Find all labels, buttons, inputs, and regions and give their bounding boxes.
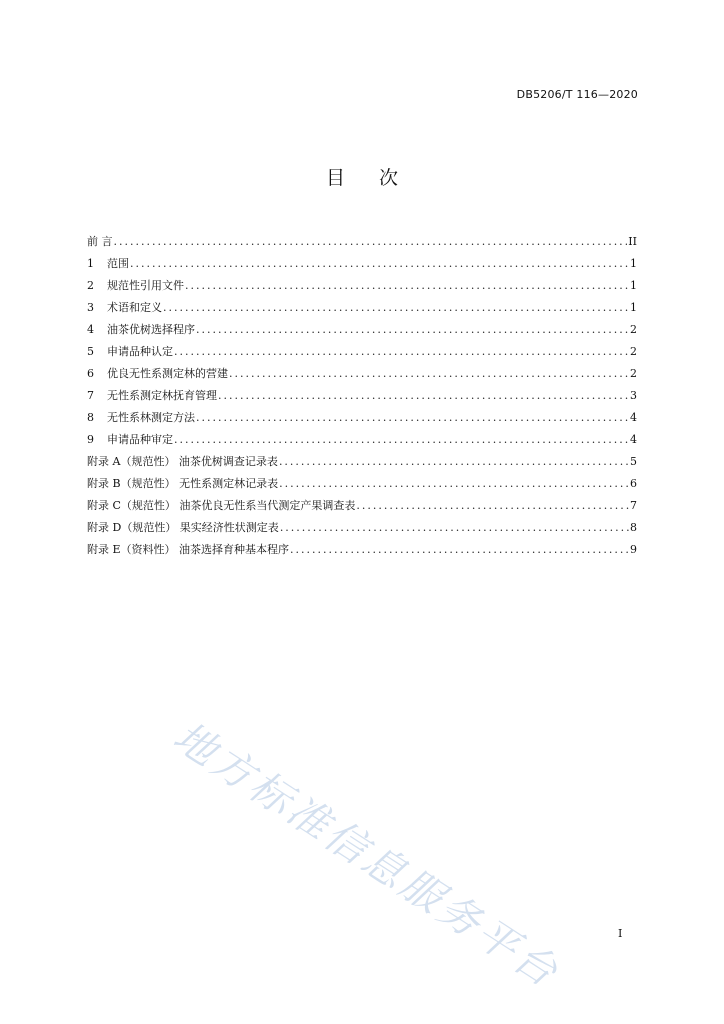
toc-entry-number: 3 [87,301,94,314]
toc-leader-dots [356,495,629,517]
toc-entry-label: 规范性引用文件 [107,279,184,292]
toc-leader-dots [279,473,629,495]
toc-entry-label: 附录 A（规范性） 油茶优树调查记录表 [87,455,278,468]
toc-leader-dots [174,429,629,451]
toc-entry-appendix-e[interactable] [87,539,637,561]
toc-entry-number: 7 [87,389,94,402]
toc-entry-label: 附录 B（规范性） 无性系测定林记录表 [87,477,279,490]
toc-entry-1[interactable] [87,253,637,275]
toc-entry-3[interactable] [87,297,637,319]
toc-entry-page: 8 [630,521,637,534]
toc-entry-4[interactable] [87,319,637,341]
toc-entry-page: 3 [630,389,637,402]
toc-entry-page: 5 [630,455,637,468]
toc-entry-label: 无性系林测定方法 [107,411,195,424]
toc-entry-label: 术语和定义 [107,301,162,314]
toc-entry-label: 附录 E（资料性） 油茶选择育种基本程序 [87,543,290,556]
toc-entry-page: 7 [630,499,637,512]
toc-leader-dots [114,231,628,253]
toc-leader-dots [185,275,629,297]
toc-entry-page: 2 [630,323,637,336]
toc-entry-appendix-a[interactable] [87,451,637,473]
toc-entry-7[interactable] [87,385,637,407]
toc-leader-dots [130,253,629,275]
toc-entry-number: 2 [87,279,94,292]
toc-leader-dots [174,341,629,363]
toc-entry-appendix-c[interactable] [87,495,637,517]
toc-leader-dots [229,363,629,385]
toc-entry-label: 附录 C（规范性） 油茶优良无性系当代测定产果调查表 [87,499,356,512]
toc-entry-page: 2 [630,367,637,380]
toc-entry-number: 8 [87,411,94,424]
toc-entry-number: 1 [87,257,94,270]
toc-entry-foreword[interactable] [87,231,637,253]
toc-entry-2[interactable] [87,275,637,297]
toc-entry-appendix-d[interactable] [87,517,637,539]
toc-entry-label: 无性系测定林抚育管理 [107,389,217,402]
table-of-contents [87,231,637,561]
toc-entry-page: 1 [630,257,637,270]
toc-entry-6[interactable] [87,363,637,385]
toc-entry-number: 9 [87,433,94,446]
toc-leader-dots [163,297,629,319]
page-number: I [618,927,623,940]
toc-entry-page: 2 [630,345,637,358]
toc-leader-dots [218,385,629,407]
toc-entry-page: 6 [630,477,637,490]
toc-leader-dots [290,539,629,561]
toc-entry-8[interactable] [87,407,637,429]
toc-entry-page: 9 [630,543,637,556]
toc-entry-label: 前 言 [87,235,113,248]
watermark: 地方标准信息服务平台 [165,712,569,998]
toc-entry-number: 5 [87,345,94,358]
toc-entry-label: 油茶优树选择程序 [107,323,195,336]
toc-leader-dots [196,319,629,341]
toc-entry-label: 范围 [107,257,129,270]
toc-entry-label: 优良无性系测定林的营建 [107,367,228,380]
toc-entry-page: 1 [630,301,637,314]
toc-entry-label: 附录 D（规范性） 果实经济性状测定表 [87,521,279,534]
toc-title: 目 次 [325,167,413,189]
toc-entry-page: 1 [630,279,637,292]
toc-leader-dots [279,451,629,473]
toc-entry-appendix-b[interactable] [87,473,637,495]
document-number: DB5206/T 116—2020 [516,88,638,101]
toc-entry-page: 4 [630,433,637,446]
toc-entry-5[interactable] [87,341,637,363]
toc-leader-dots [280,517,629,539]
toc-entry-page: 4 [630,411,637,424]
toc-entry-9[interactable] [87,429,637,451]
toc-entry-number: 6 [87,367,94,380]
toc-leader-dots [196,407,629,429]
toc-entry-label: 申请品种认定 [107,345,173,358]
toc-entry-label: 申请品种审定 [107,433,173,446]
toc-entry-page: II [628,235,637,248]
toc-entry-number: 4 [87,323,94,336]
